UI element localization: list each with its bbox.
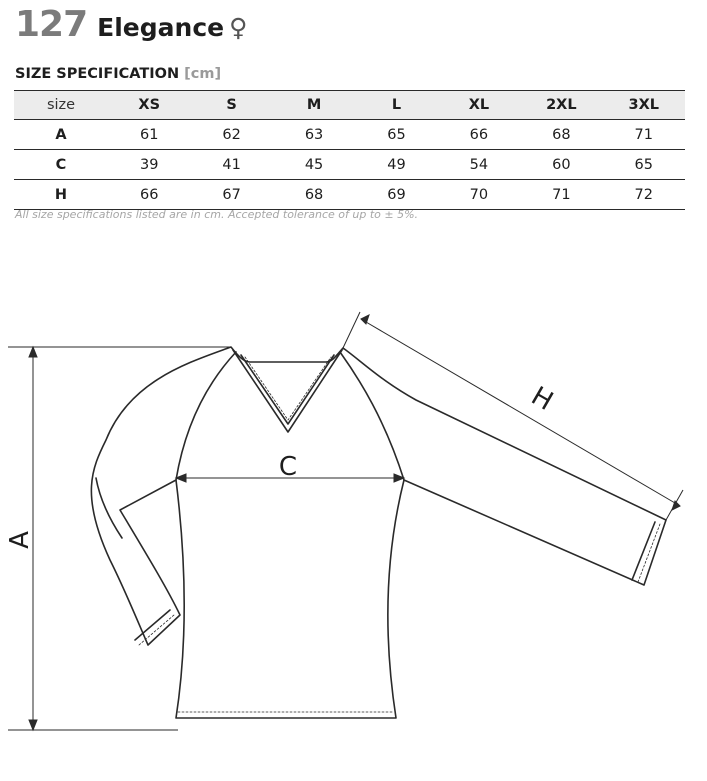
model-name: Elegance <box>97 13 225 42</box>
row-label: A <box>55 126 67 143</box>
table-cell: 66 <box>469 126 489 143</box>
cuff-left-stitch <box>139 615 174 645</box>
table-cell: 66 <box>139 186 159 203</box>
size-header-cell: L <box>355 91 437 120</box>
shirt-outline <box>91 347 666 718</box>
dimension-label-h: H <box>526 381 558 417</box>
table-cell: 62 <box>222 126 241 143</box>
section-title-text: SIZE SPECIFICATION <box>15 66 180 82</box>
size-header-cell: 3XL <box>603 91 685 120</box>
arrow-a-bottom <box>29 720 37 730</box>
dimension-line-h-start <box>343 312 360 348</box>
table-cell: 68 <box>304 186 324 203</box>
table-cell: 71 <box>552 186 571 203</box>
row-label: H <box>54 186 68 203</box>
raglan-seam-left <box>176 352 236 480</box>
arrow-a-top <box>29 347 37 357</box>
size-column-header: size <box>14 91 108 120</box>
table-cell: 60 <box>552 156 571 173</box>
table-cell: 45 <box>304 156 324 173</box>
size-header-cell: XS <box>108 91 190 120</box>
female-symbol-icon: ♀ <box>229 13 248 42</box>
model-number: 127 <box>15 4 88 45</box>
dimension-label-c: C <box>278 452 298 482</box>
table-cell: 68 <box>552 126 571 143</box>
dimension-line-h <box>366 322 675 503</box>
section-unit: [cm] <box>184 66 222 82</box>
table-cell: 71 <box>634 126 653 143</box>
dimension-label-a: A <box>5 531 35 549</box>
row-label: C <box>55 156 67 173</box>
tolerance-note: All size specifications listed are in cm. Accepted tolerance of up to ± 5%. <box>15 208 419 221</box>
table-cell: 63 <box>304 126 324 143</box>
table-cell: 49 <box>387 156 406 173</box>
table-cell: 41 <box>222 156 241 173</box>
table-cell: 65 <box>634 156 653 173</box>
cuff-right-stitch <box>638 524 660 582</box>
cuff-right <box>632 522 655 580</box>
v-neck-inner <box>241 355 334 424</box>
table-cell: 65 <box>387 126 406 143</box>
size-header-cell: XL <box>438 91 520 120</box>
table-cell: 54 <box>469 156 489 173</box>
table-cell: 70 <box>469 186 489 203</box>
size-header-cell: S <box>190 91 272 120</box>
table-cell: 67 <box>222 186 241 203</box>
table-cell: 72 <box>634 186 653 203</box>
table-cell: 39 <box>139 156 159 173</box>
table-cell: 69 <box>387 186 406 203</box>
size-header-cell: 2XL <box>520 91 602 120</box>
size-header-cell: M <box>273 91 355 120</box>
sleeve-fold-left <box>96 478 122 538</box>
table-cell: 61 <box>139 126 159 143</box>
